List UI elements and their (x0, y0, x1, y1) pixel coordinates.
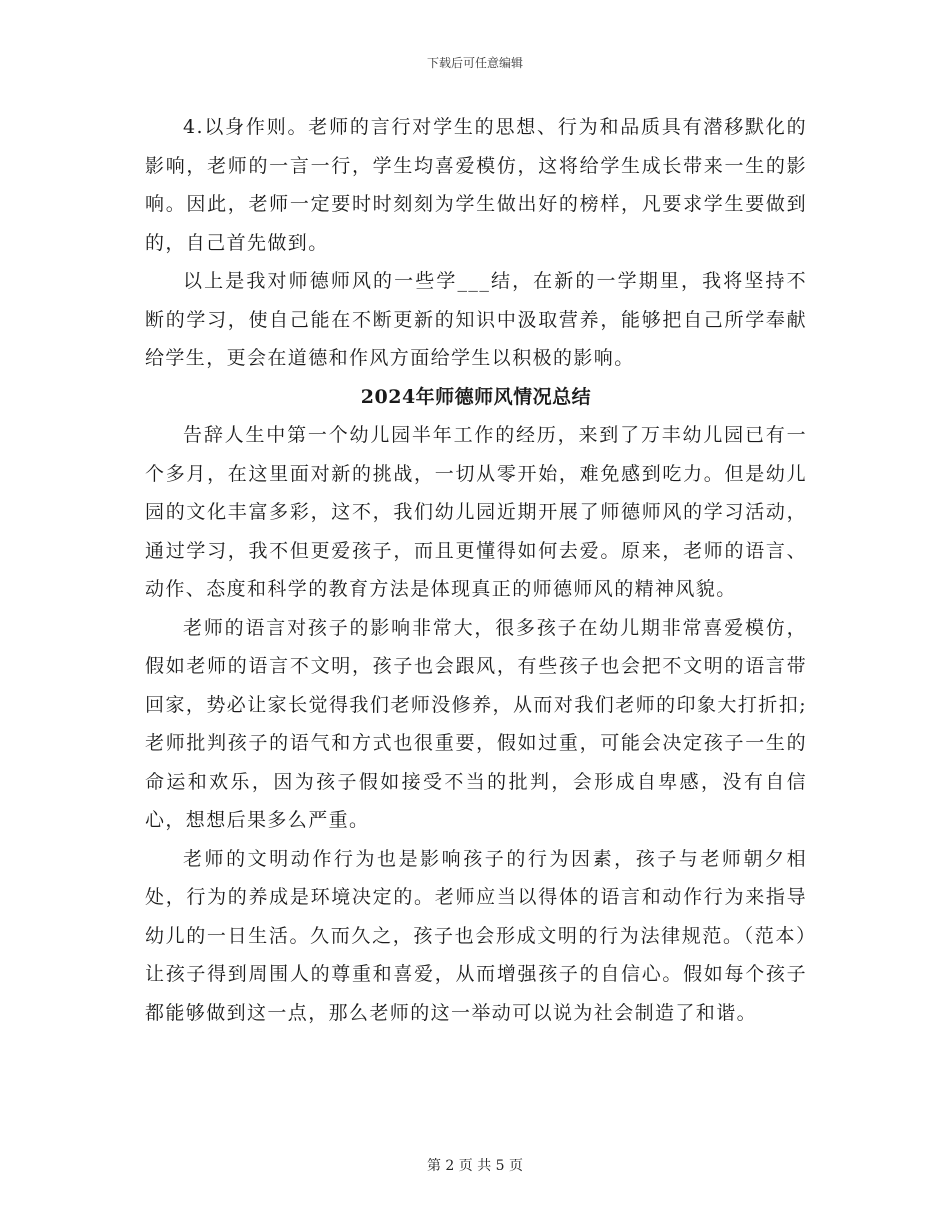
paragraph-intro: 告辞人生中第一个幼儿园半年工作的经历，来到了万丰幼儿园已有一个多月，在这里面对新的挑战，一切从零开始，难免感到吃力。但是幼儿园的文化丰富多彩，这不，我们幼儿园近期开展了师德师风的学习活动，通过学习，我不但更爱孩子，而且更懂得如何去爱。原来，老师的语言、动作、态度和科学的教育方法是体现真正的师德师风的精神风貌。 (145, 424, 807, 600)
paragraph-conclusion: 以上是我对师德师风的一些学___结，在新的一学期里，我将坚持不断的学习，使自己能在不断更新的知识中汲取营养，能够把自己所学奉献给学生，更会在道德和作风方面给学生以积极的影响。 (145, 270, 807, 369)
paragraph-teacher-language: 老师的语言对孩子的影响非常大，很多孩子在幼儿期非常喜爱模仿，假如老师的语言不文明，孩子也会跟风，有些孩子也会把不文明的语言带回家，势必让家长觉得我们老师没修养，从而对我们老师的印象大打折扣;老师批判孩子的语气和方式也很重要，假如过重，可能会决定孩子一生的命运和欢乐，因为孩子假如接受不当的批判，会形成自卑感，没有自信心，想想后果多么严重。 (145, 616, 807, 831)
paragraph-teacher-behavior: 老师的文明动作行为也是影响孩子的行为因素，孩子与老师朝夕相处，行为的养成是环境决定的。老师应当以得体的语言和动作行为来指导幼儿的一日生活。久而久之，孩子也会形成文明的行为法律规范。（范本）让孩子得到周围人的尊重和喜爱，从而增强孩子的自信心。假如每个孩子都能够做到这一点，那么老师的这一举动可以说为社会制造了和谐。 (145, 847, 807, 1024)
section-title: 2024年师德师风情况总结 (360, 385, 592, 408)
paragraph-lead-by-example: 4.以身作则。老师的言行对学生的思想、行为和品质具有潜移默化的影响，老师的一言一行，学生均喜爱模仿，这将给学生成长带来一生的影响。因此，老师一定要时时刻刻为学生做出好的榜样，凡要求学生要做到的，自己首先做到。 (145, 116, 807, 254)
document-body (145, 108, 807, 1032)
page-number-footer: 第 2 页 共 5 页 (426, 1158, 524, 1174)
page-header: 下载后可任意编辑 (426, 56, 523, 70)
